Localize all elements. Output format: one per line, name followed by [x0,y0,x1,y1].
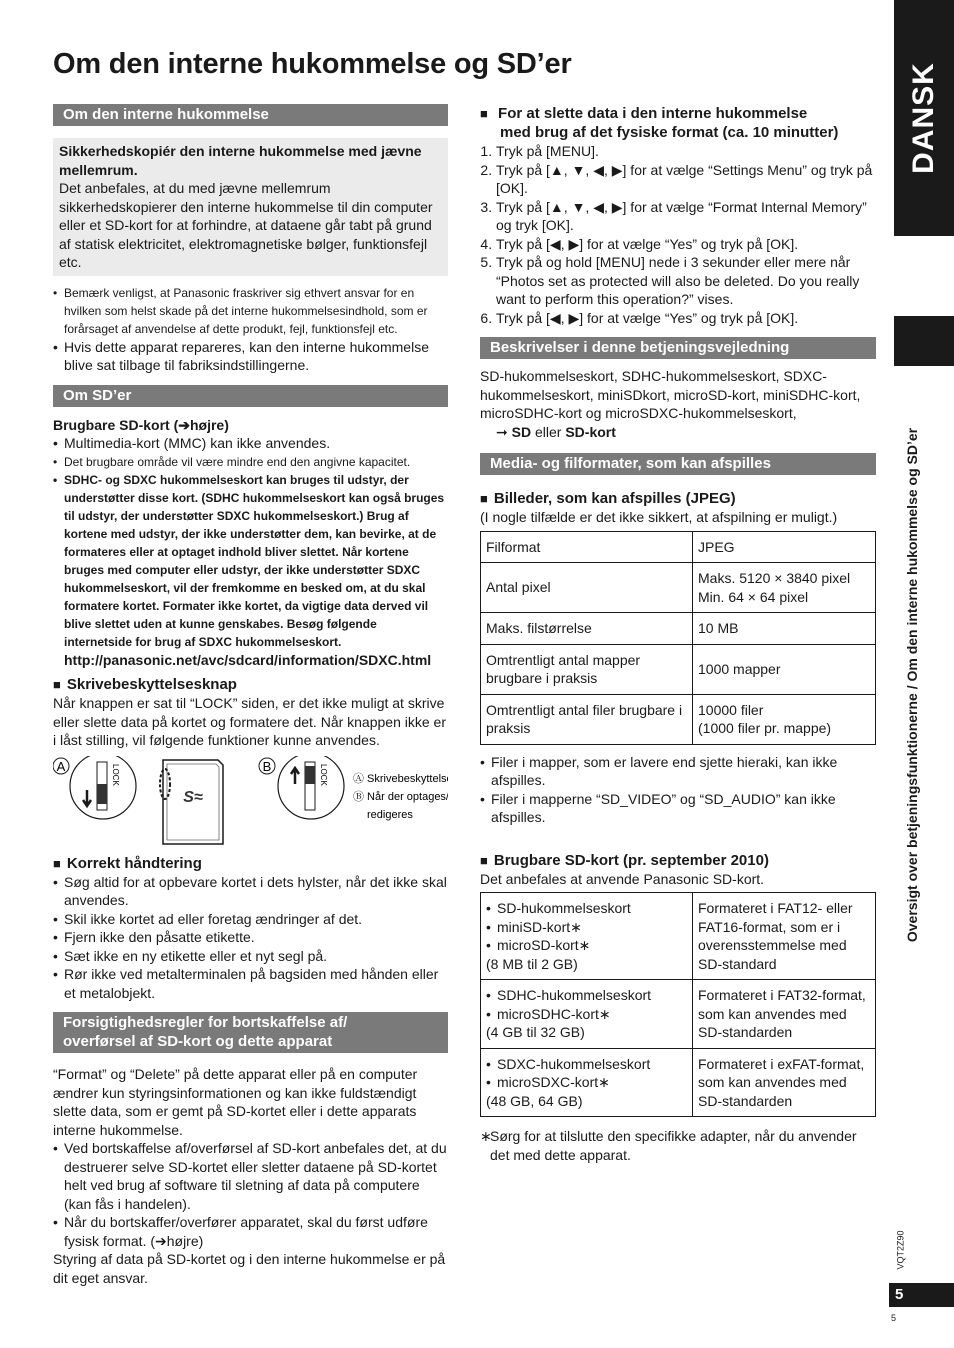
or-word: eller [534,423,562,440]
disposal-closing: Styring af data på SD-kortet og i den interne hukommelse er på dit eget ansvar. [53,1251,446,1286]
delete-heading [480,104,876,123]
page-number: 5 [889,1283,954,1307]
table-cell: Filformat [481,531,693,563]
sd-logo-icon: S≈ [183,788,203,806]
disposal-heading-line1: Forsigtighedsregler for bortskaffelse af/ [63,1014,348,1031]
table-cell [481,980,693,1049]
list-item: • SDHC- og SDXC hukommelseskort kan bruges til udstyr, der understøtter disse kort. (SDHC hukommelseskort kan også bruges til udstyr, der understøtter SDXC hukommelseskort.) Brug af kortene med udstyr, der ikke understøtter dem, kan bevirke, at de formateres eller at optaget indhold bliver slettet. Når kortene bruges med computer eller udstyr, der ikke understøtter SDXC hukommelseskort, vil der fremkomme en besked om, at du skal formatere kortet. Formater ikke kortet, da vigtige data derved vil blive slettet uden at kunne genskabes. Besøg følgende internetside for brug af SDXC hukommelseskort. [53,471,448,651]
table-row [481,694,876,744]
descriptions-short [480,423,876,442]
lock-label-b: LOCK [319,763,328,786]
table-row [481,531,876,563]
language-label: DANSK [907,62,941,174]
table-cell [693,563,876,613]
table-cell: JPEG [693,531,876,563]
section-side-text: Oversigt over betjeningsfunktionerne / Om den interne hukommelse og SD’er [904,427,921,943]
list-item: • Multimedia-kort (MMC) kan ikke anvendes. [53,434,448,453]
table-cell-line: Min. 64 × 64 pixel [698,588,809,605]
list-item: • Sæt ikke en ny etikette eller et nyt segl på. [53,947,448,966]
disposal-bullets [53,1139,448,1250]
backup-notice-title: Sikkerhedskopiér den interne hukommelse med jævne mellemrum. [59,143,422,178]
list-item: • Ved bortskaffelse af/overførsel af SD-kort anbefales det, at du destruerer selve SD-kortet eller sletter dataene på SD-kortet helt ved brug af software til sletning af data på computere (kan fås i handelen). [53,1139,448,1213]
language-tab [894,0,954,236]
backup-notice-box [53,138,448,276]
table-row [481,563,876,613]
footnote-text: Sørg for at tilslutte den specifikke adapter, når du anvender det med dette apparat. [490,1128,857,1163]
table-row [481,644,876,694]
lock-switch-illustration [53,756,448,848]
list-item: • Filer i mapperne “SD_VIDEO” og “SD_AUDIO” kan ikke afspilles. [480,790,876,827]
list-item: 6. Tryk på [◀, ▶] for at vælge “Yes” og tryk på [OK]. [496,309,876,328]
section-heading-media: Media- og filformater, som kan afspilles [480,453,876,475]
list-item: • microSD-kort∗ [486,936,687,955]
lock-label-a: LOCK [111,763,120,786]
delete-heading-line1: For at slette data i den interne hukommelse [498,105,808,122]
sdkort-term: SD-kort [565,423,616,440]
table-cell: 1000 mapper [693,644,876,694]
sd-cards-table [480,892,876,1117]
cards-footnote [480,1127,876,1164]
table-cell-line: Maks. 5120 × 3840 pixel [698,570,851,586]
images-heading: ■ Billeder, som kan afspilles (JPEG) [480,489,876,508]
table-cell: Omtrentligt antal mapper brugbare i praksis [481,644,693,694]
internal-bullets [53,284,448,375]
table-cell: Formateret i FAT12- eller FAT16-format, som er i overensstemmelse med SD-standard [693,893,876,980]
lock-heading: ■ Skrivebeskyttelsesknap [53,675,448,694]
list-item: • microSDXC-kort∗ [486,1073,687,1092]
list-item: • Det brugbare område vil være mindre end den angivne kapacitet. [53,453,448,471]
page-title: Om den interne hukommelse og SD’er [53,48,572,80]
list-item: 3. Tryk på [▲, ▼, ◀, ▶] for at vælge “Format Internal Memory” og tryk [OK]. [496,198,876,235]
list-item: • SD-hukommelseskort [486,899,687,918]
table-cell [481,893,693,980]
capacity-range: (8 MB til 2 GB) [486,955,578,972]
usable-sd-title: Brugbare SD-kort (➔højre) [53,416,229,433]
table-cell: Maks. filstørrelse [481,613,693,645]
cards-note: Det anbefales at anvende Panasonic SD-kort. [480,870,765,887]
list-item: • Rør ikke ved metalterminalen på bagsiden med hånden eller et metalobjekt. [53,965,448,1002]
list-item: • miniSD-kort∗ [486,918,687,937]
section-heading-descriptions: Beskrivelser i denne betjeningsvejledning [480,337,876,359]
section-side-label [894,375,930,995]
media-bullets [480,753,876,827]
section-heading-sd: Om SD’er [53,385,448,407]
list-item: • SDHC-hukommelseskort [486,986,687,1005]
list-item: • Bemærk venligst, at Panasonic fraskriver sig ethvert ansvar for en hvilken som helst skade på det interne hukommelsesindhold, som er forårsaget af anvendelse af dette produkt, fejl, funktionsfejl etc. [53,284,448,338]
list-item: • Hvis dette apparat repareres, kan den interne hukommelse blive sat tilbage til fabriksindstillingerne. [53,338,448,375]
cards-heading: ■ Brugbare SD-kort (pr. september 2010) [480,851,876,870]
table-cell-line: (1000 filer pr. mappe) [698,720,832,736]
disposal-paragraph: “Format” og “Delete” på dette apparat eller på en computer ændrer kun styringsinformationen og kan ikke fuldstændigt slette data, som er gemt på SD-kortet eller i dette apparats interne hukommelse. [53,1066,418,1138]
document-code: VQT2Z90 [895,1230,906,1270]
table-cell: Antal pixel [481,563,693,613]
handling-heading: ■ Korrekt håndtering [53,854,448,873]
list-item: 4. Tryk på [◀, ▶] for at vælge “Yes” og tryk på [OK]. [496,235,876,254]
arrow-icon: ➞ [496,423,508,440]
capacity-range: (48 GB, 64 GB) [486,1092,583,1109]
backup-notice-text: Det anbefales, at du med jævne mellemrum sikkerhedskopierer den interne hukommelse til din computer eller et SD-kort for at forhindre, at dataene går tabt på grund af statisk elektricitet, elektromagnetiske bølger, funktionsfejl etc. [59,180,433,270]
table-cell: Omtrentligt antal filer brugbare i praksis [481,694,693,744]
images-note: (I nogle tilfælde er det ikke sikkert, at afspilning er muligt.) [480,509,838,525]
descriptions-text: SD-hukommelseskort, SDHC-hukommelseskort, SDXC-hukommelseskort, miniSDkort, microSD-kort, miniSDHC-kort, microSDHC-kort og microSDXC-hukommelseskort, [480,368,861,421]
table-cell-line: 10000 filer [698,701,764,718]
table-cell: Formateret i FAT32-format, som kan anvendes med SD-standarden [693,980,876,1049]
left-column [53,104,448,1287]
list-item: • Filer i mapper, som er lavere end sjette hieraki, kan ikke afspilles. [480,753,876,790]
legend-a: Ⓐ Skrivebeskyttelse [353,772,448,785]
jpeg-spec-table [480,531,876,745]
asterisk-mark: ∗ [480,1128,492,1144]
section-heading-disposal [53,1012,448,1053]
lock-text: Når knappen er sat til “LOCK” siden, er det ikke muligt at skrive eller slette data på kortet og formatere det. Når knappen ikke er i låst stilling, vil følgende funktioner kunne anvendes. [53,695,446,748]
table-cell: Formateret i exFAT-format, som kan anvendes med SD-standarden [693,1048,876,1117]
section-marker-block [894,316,954,366]
list-item: • SDXC-hukommelseskort [486,1055,687,1074]
list-item: 5. Tryk på og hold [MENU] nede i 3 sekunder eller mere når “Photos set as protected will also be deleted. Do you really want to perform this operation?” vises. [496,253,876,309]
list-item: 1. Tryk på [MENU]. [496,142,876,161]
label-a: A [56,758,66,774]
sd-bullets [53,434,448,651]
legend-b-line2: redigeres [367,808,413,821]
list-item: • Søg altid for at opbevare kortet i dets hylster, når det ikke skal anvendes. [53,873,448,910]
list-item: • Når du bortskaffer/overfører apparatet, skal du først udføre fysisk format. (➔højre) [53,1213,448,1250]
list-item: • microSDHC-kort∗ [486,1005,687,1024]
section-heading-internal: Om den interne hukommelse [53,104,448,126]
sdxc-url[interactable]: http://panasonic.net/avc/sdcard/information/SDXC.html [64,651,432,668]
list-item: • Skil ikke kortet ad eller foretag ændringer af det. [53,910,448,929]
right-column [480,104,876,1164]
label-b: B [262,758,272,774]
delete-steps [480,142,876,327]
page-number-small: 5 [891,1313,897,1323]
table-row [481,893,876,980]
disposal-heading-line2: overførsel af SD-kort og dette apparat [63,1033,333,1050]
list-item: • Fjern ikke den påsatte etikette. [53,928,448,947]
list-item: 2. Tryk på [▲, ▼, ◀, ▶] for at vælge “Settings Menu” og tryk på [OK]. [496,161,876,198]
table-row [481,1048,876,1117]
table-cell [693,694,876,744]
table-row [481,613,876,645]
delete-heading-line2: med brug af det fysiske format (ca. 10 minutter) [500,124,839,141]
legend-b-line1: Ⓑ Når der optages/ [353,790,448,803]
capacity-range: (4 GB til 32 GB) [486,1024,585,1040]
table-cell: 10 MB [693,613,876,645]
sd-term: SD [511,423,532,440]
table-cell [481,1048,693,1117]
handling-bullets [53,873,448,1003]
lock-figure [53,756,448,848]
table-row [481,980,876,1049]
